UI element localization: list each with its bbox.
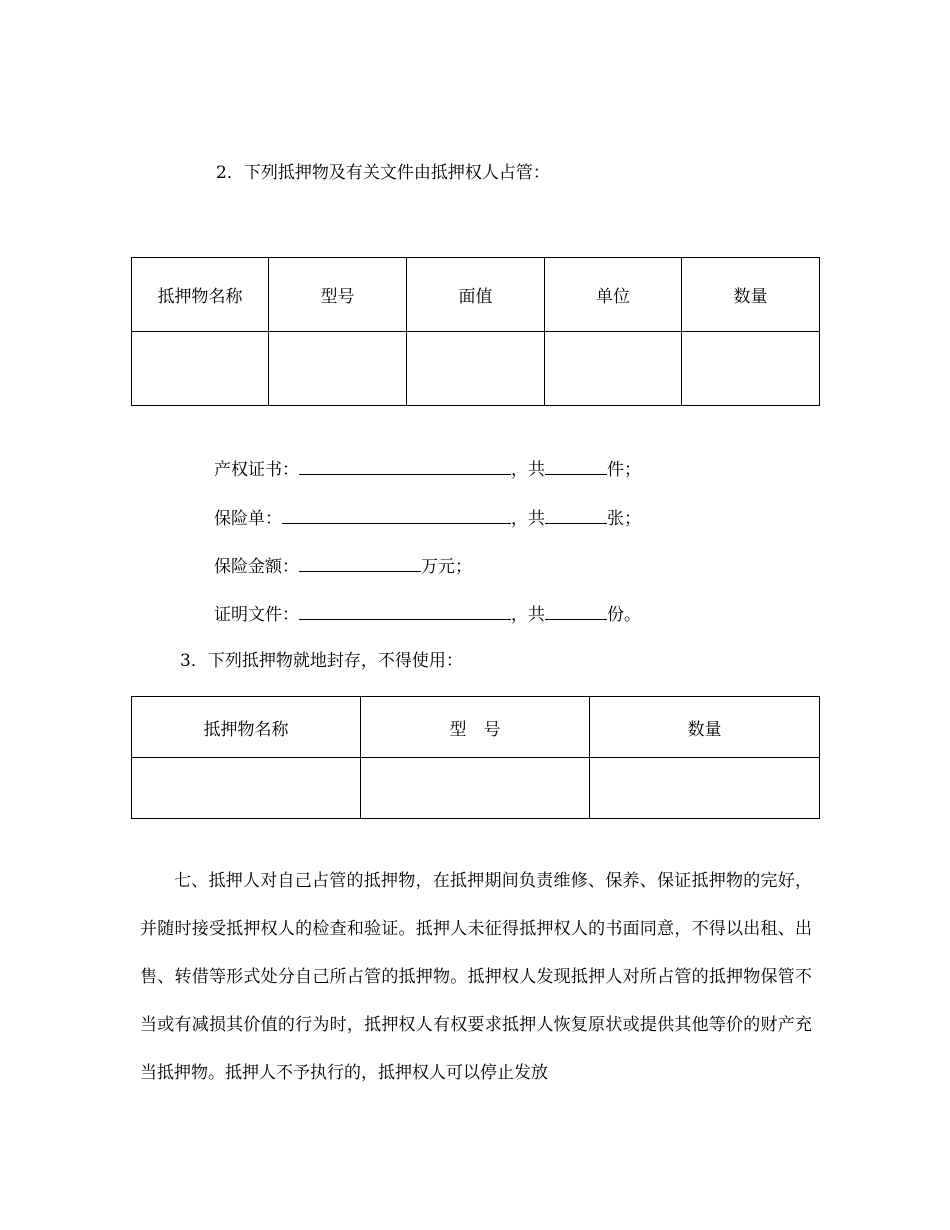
property-cert-unit: 件；	[607, 460, 641, 480]
insurance-policy-unit: 张；	[607, 509, 641, 529]
table-row	[132, 758, 820, 819]
property-cert-label: 产权证书：	[214, 460, 299, 480]
table-cell[interactable]	[682, 332, 820, 406]
header-quantity: 数量	[590, 697, 820, 758]
header-quantity: 数量	[682, 258, 820, 332]
insured-amount-unit: 万元；	[421, 557, 472, 577]
table-cell[interactable]	[269, 332, 407, 406]
table-cell[interactable]	[361, 758, 590, 819]
property-cert-total-label: ，共	[511, 460, 545, 480]
table-cell[interactable]	[132, 332, 269, 406]
proof-document-blank[interactable]	[299, 601, 511, 620]
table-header-row	[132, 258, 820, 332]
section-2-heading: 2．下列抵押物及有关文件由抵押权人占管：	[216, 163, 550, 183]
property-cert-line	[214, 456, 641, 481]
header-face-value: 面值	[407, 258, 545, 332]
property-cert-count-blank[interactable]	[545, 456, 607, 475]
header-unit: 单位	[545, 258, 682, 332]
clause-7-paragraph: 七、抵押人对自己占管的抵押物，在抵押期间负责维修、保养、保证抵押物的完好，并随时接受抵押权人的检查和验证。抵押人未征得抵押权人的书面同意，不得以出租、出售、转借等形式处分自己所占管的抵押物。抵押权人发现抵押人对所占管的抵押物保管不当或有减损其价值的行为时，抵押权人有权要求抵押人恢复原状或提供其他等价的财产充当抵押物。抵押人不予执行的，抵押权人可以停止发放	[140, 871, 812, 1083]
collateral-custody-table	[131, 257, 820, 406]
insurance-policy-count-blank[interactable]	[545, 505, 607, 524]
proof-document-unit: 份。	[607, 605, 641, 625]
insured-amount-label: 保险金额：	[214, 557, 299, 577]
proof-document-total-label: ，共	[511, 605, 545, 625]
header-model: 型号	[269, 258, 407, 332]
header-collateral-name: 抵押物名称	[132, 697, 361, 758]
table-cell[interactable]	[590, 758, 820, 819]
header-collateral-name: 抵押物名称	[132, 258, 269, 332]
insurance-policy-line	[214, 505, 641, 530]
table-header-row	[132, 697, 820, 758]
insured-amount-line	[214, 553, 472, 578]
insurance-policy-label: 保险单：	[214, 509, 282, 529]
sealed-collateral-table	[131, 696, 820, 819]
table-cell[interactable]	[132, 758, 361, 819]
proof-document-label: 证明文件：	[214, 605, 299, 625]
insurance-policy-total-label: ，共	[511, 509, 545, 529]
section-3-heading: 3．下列抵押物就地封存，不得使用：	[180, 651, 463, 671]
proof-document-count-blank[interactable]	[545, 601, 607, 620]
proof-document-line	[214, 601, 641, 626]
table-cell[interactable]	[545, 332, 682, 406]
insured-amount-blank[interactable]	[299, 553, 421, 572]
table-cell[interactable]	[407, 332, 545, 406]
table-row	[132, 332, 820, 406]
insurance-policy-blank[interactable]	[282, 505, 511, 524]
property-cert-blank[interactable]	[299, 456, 511, 475]
header-model: 型 号	[361, 697, 590, 758]
